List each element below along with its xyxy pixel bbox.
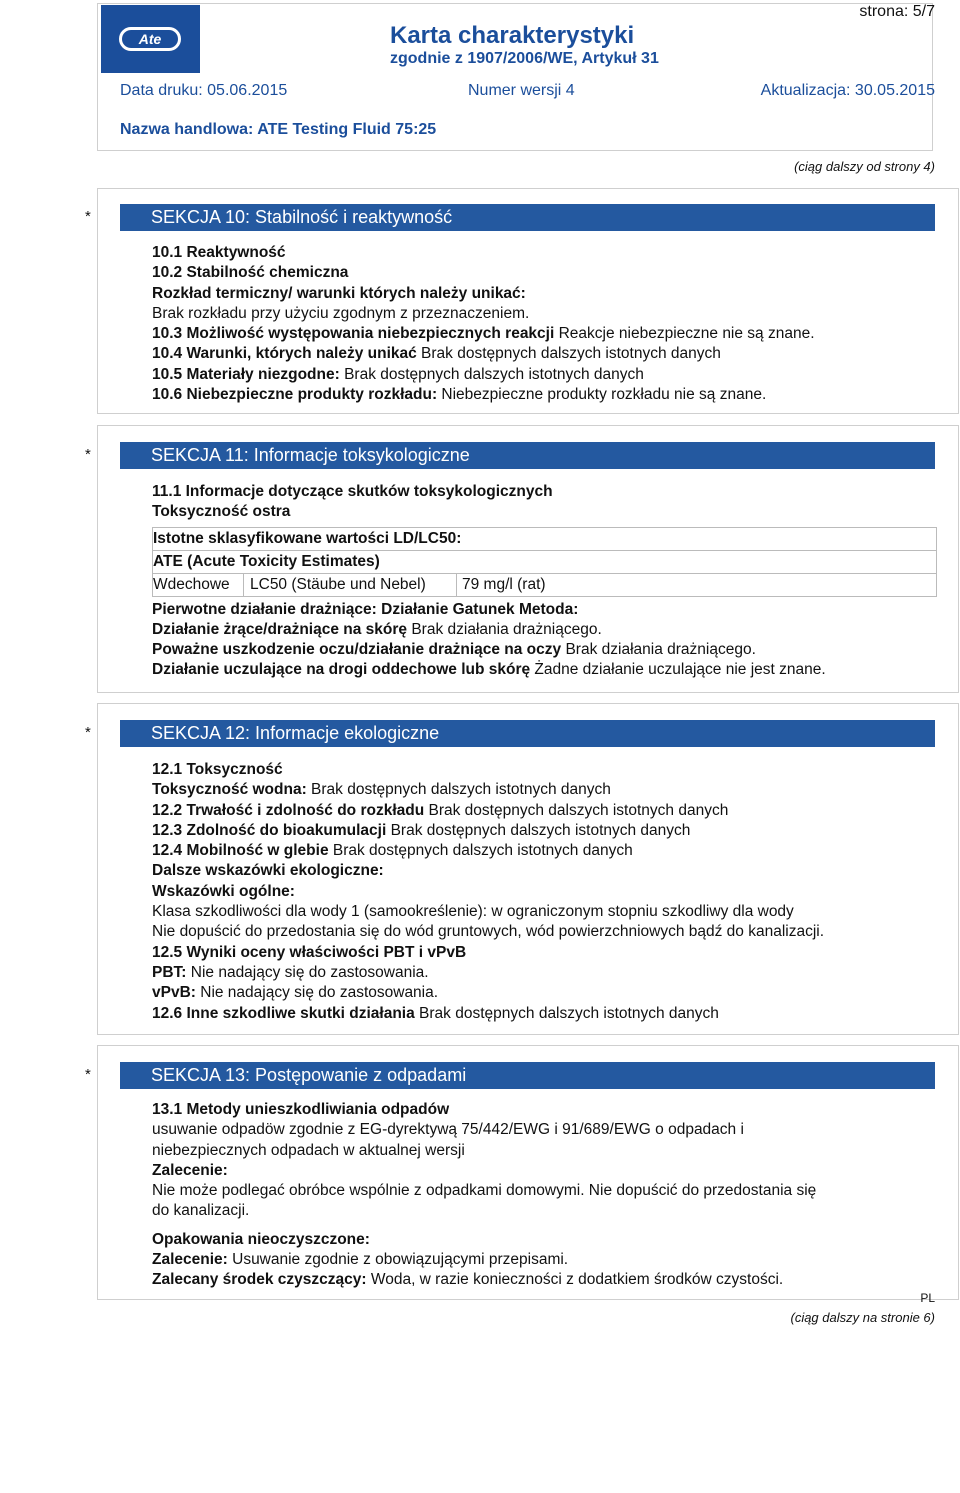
document-subtitle: zgodnie z 1907/2006/WE, Artykuł 31 (390, 50, 659, 67)
label: 10.5 Materiały niezgodne: (152, 365, 340, 383)
value: Brak dostępnych dalszych istotnych danych (339, 365, 644, 383)
label: 12.4 Mobilność w glebie (152, 842, 329, 860)
section-10-body (152, 243, 937, 405)
value: Brak działania drażniącego. (561, 641, 756, 659)
label: Zalecenie: (152, 1251, 228, 1269)
value: Nie nadający się do zastosowania. (186, 963, 429, 981)
table-row (153, 573, 936, 596)
text-line (152, 640, 937, 660)
text-line (152, 620, 937, 640)
value: Niebezpieczne produkty rozkładu nie są znane. (437, 386, 767, 404)
text-line (152, 385, 937, 405)
logo-emblem-icon (119, 27, 181, 51)
text-line (152, 344, 937, 364)
value: Brak dostępnych dalszych istotnych danych (386, 821, 691, 839)
text-line: do kanalizacji. (152, 1202, 250, 1220)
text-line (152, 841, 937, 861)
text-line: Brak rozkładu przy użyciu zgodnym z przeznaczeniem. (152, 304, 530, 322)
table-row (153, 528, 936, 550)
text-line: 12.1 Toksyczność (152, 761, 283, 778)
value: Brak dostępnych dalszych istotnych danych (414, 1004, 719, 1022)
text-line (152, 324, 937, 344)
version-number: Numer wersji 4 (468, 82, 575, 99)
section-11-body (152, 482, 937, 681)
logo-text: Ate (138, 31, 162, 47)
label: vPvB: (152, 984, 196, 1002)
section-13-title: SEKCJA 13: Postępowanie z odpadami (120, 1062, 935, 1089)
label: Działanie uczulające na drogi oddechowe lub skórę (152, 661, 531, 679)
page-number: strona: 5/7 (859, 3, 935, 20)
label: Zalecany środek czyszczący: (152, 1271, 367, 1289)
value: Nie nadający się do zastosowania. (195, 984, 439, 1002)
text-line: Dalsze wskazówki ekologiczne: (152, 862, 384, 880)
cell-divider (243, 574, 244, 596)
text-line: usuwanie odpadöw zgodnie z EG-dyrektywą 75/442/EWG i 91/689/EWG o odpadach i (152, 1121, 744, 1139)
text-line (152, 365, 937, 385)
text-line (152, 963, 937, 983)
text-line: 10.1 Reaktywność (152, 244, 286, 261)
table-cell: Wdechowe (153, 575, 230, 593)
text-line (152, 801, 937, 821)
text-line: Opakowania nieoczyszczone: (152, 1230, 370, 1248)
value: Usuwanie zgodnie z obowiązującymi przepisami. (227, 1251, 569, 1269)
value: Woda, w razie konieczności z dodatkiem środków czystości. (366, 1271, 784, 1289)
update-date: Aktualizacja: 30.05.2015 (760, 82, 935, 99)
label: Działanie żrące/drażniące na skórę (152, 620, 408, 638)
value: Brak dostępnych dalszych istotnych danych (306, 781, 611, 799)
text-line: Rozkład termiczny/ warunki których należy unikać: (152, 284, 526, 302)
text-line: 10.2 Stabilność chemiczna (152, 264, 349, 282)
label: 10.4 Warunki, których należy unikać (152, 345, 417, 363)
change-marker: * (85, 446, 91, 463)
text-line (152, 780, 937, 800)
label: 12.2 Trwałość i zdolność do rozkładu (152, 801, 425, 819)
table-header: Istotne sklasyfikowane wartości LD/LC50: (153, 529, 462, 547)
table-cell: LC50 (Stäube und Nebel) (250, 575, 426, 593)
section-11-title: SEKCJA 11: Informacje toksykologiczne (120, 442, 935, 469)
label: PBT: (152, 963, 187, 981)
text-line (152, 821, 937, 841)
value: Brak działania drażniącego. (407, 620, 602, 638)
text-line: Klasa szkodliwości dla wody 1 (samookreślenie): w ograniczonym stopniu szkodliwy dla wody (152, 903, 794, 921)
text-line (152, 660, 937, 680)
text-line: Nie może podlegać obróbce wspólnie z odpadkami domowymi. Nie dopuścić do przedostania się (152, 1182, 817, 1200)
text-line: Pierwotne działanie drażniące: Działanie Gatunek Metoda: (152, 600, 579, 618)
text-line: Nie dopuścić do przedostania się do wód gruntowych, wód powierzchniowych bądź do kanalizacji. (152, 923, 825, 941)
text-line: 13.1 Metody unieszkodliwiania odpadów (152, 1101, 450, 1118)
text-line: Zalecenie: (152, 1161, 228, 1179)
text-line: Wskazówki ogólne: (152, 882, 295, 900)
text-line: niebezpiecznych odpadach w aktualnej wersji (152, 1141, 465, 1159)
text-line (152, 1250, 937, 1270)
section-10-title: SEKCJA 10: Stabilność i reaktywność (120, 204, 935, 231)
text-line: 11.1 Informacje dotyczące skutków toksykologicznych (152, 483, 553, 500)
section-12-title: SEKCJA 12: Informacje ekologiczne (120, 720, 935, 747)
label: 12.3 Zdolność do bioakumulacji (152, 821, 387, 839)
label: 10.6 Niebezpieczne produkty rozkładu: (152, 386, 438, 404)
text-line: Toksyczność ostra (152, 503, 291, 521)
table-row (153, 550, 936, 573)
continued-from: (ciąg dalszy od strony 4) (794, 159, 935, 174)
trade-name: Nazwa handlowa: ATE Testing Fluid 75:25 (120, 121, 437, 138)
change-marker: * (85, 724, 91, 741)
continued-to: (ciąg dalszy na stronie 6) (790, 1310, 935, 1325)
label: 10.3 Możliwość występowania niebezpiecznych reakcji (152, 325, 555, 343)
value: Żadne działanie uczulające nie jest znane. (530, 661, 826, 679)
text-line (152, 983, 937, 1003)
cell-divider (456, 574, 457, 596)
language-code: PL (920, 1291, 935, 1305)
change-marker: * (85, 1066, 91, 1083)
label: 12.6 Inne szkodliwe skutki działania (152, 1004, 415, 1022)
value: Brak dostępnych dalszych istotnych danych (424, 801, 729, 819)
table-header: ATE (Acute Toxicity Estimates) (153, 552, 380, 570)
toxicity-table (152, 527, 937, 597)
label: Poważne uszkodzenie oczu/działanie drażniące na oczy (152, 641, 562, 659)
value: Reakcje niebezpieczne nie są znane. (554, 325, 815, 343)
section-13-body (152, 1100, 937, 1291)
ate-logo (101, 5, 200, 73)
print-date: Data druku: 05.06.2015 (120, 82, 288, 99)
text-line: 12.5 Wyniki oceny właściwości PBT i vPvB (152, 943, 467, 961)
change-marker: * (85, 208, 91, 225)
document-title: Karta charakterystyki (390, 22, 635, 49)
table-cell: 79 mg/l (rat) (462, 575, 546, 593)
text-line (152, 1270, 937, 1290)
label: Toksyczność wodna: (152, 781, 307, 799)
section-12-body (152, 760, 937, 1024)
text-line (152, 1004, 937, 1024)
value: Brak dostępnych dalszych istotnych danych (416, 345, 721, 363)
value: Brak dostępnych dalszych istotnych danych (328, 842, 633, 860)
